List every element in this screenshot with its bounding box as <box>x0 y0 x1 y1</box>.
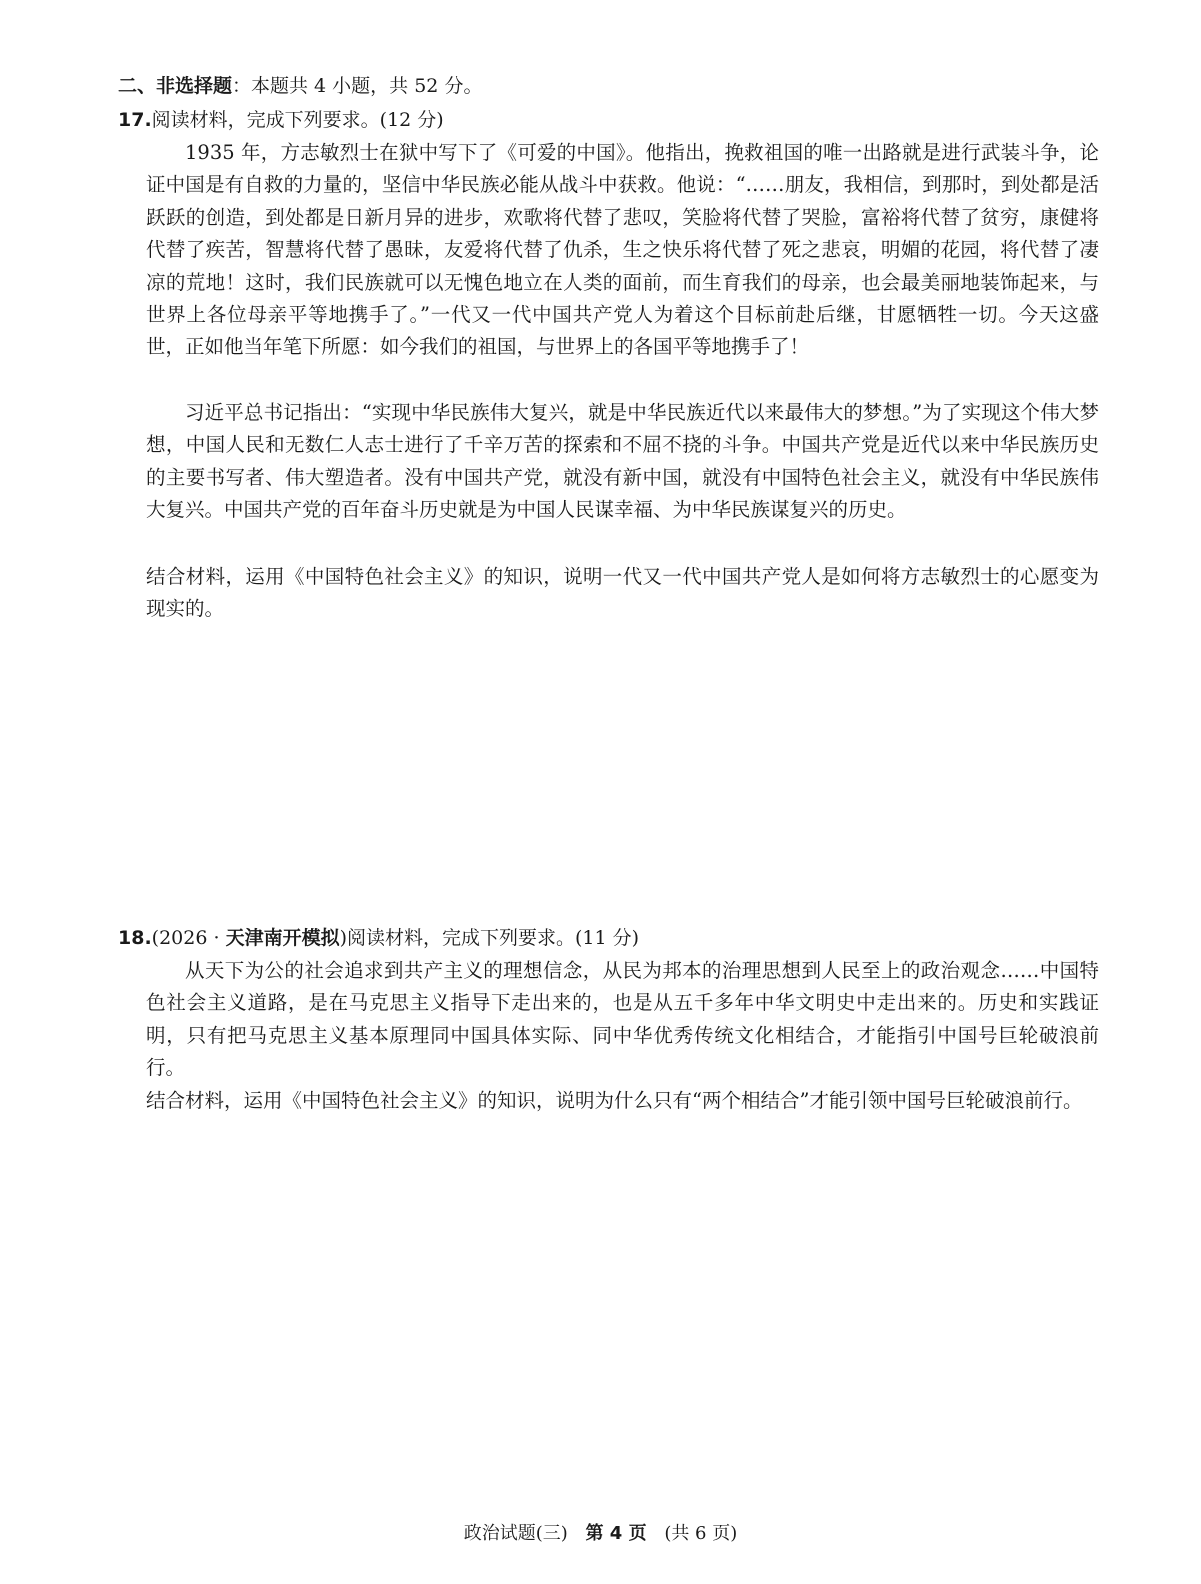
page-footer <box>0 1522 1201 1546</box>
question-18-task: 结合材料，运用《中国特色社会主义》的知识，说明为什么只有“两个相结合”才能引领中国号巨轮破浪前行。 <box>146 1089 1083 1112</box>
question-17-title <box>118 106 444 134</box>
section-label: 二、非选择题 <box>118 75 233 97</box>
footer-total-pages: (共 6 页) <box>664 1523 738 1544</box>
question-17-instruction: 阅读材料，完成下列要求。(12 分) <box>151 109 444 131</box>
question-18-source-open: (2026 · <box>151 927 226 949</box>
footer-subject: 政治试题(三) <box>463 1523 568 1544</box>
question-17-material-1: 1935 年，方志敏烈士在狱中写下了《可爱的中国》。他指出，挽救祖国的唯一出路就是进行武装斗争，论证中国是有自救的力量的，坚信中华民族必能从战斗中获救。他说：“……朋友，我相信，到那时，到处都是活跃跃的创造，到处都是日新月异的进步，欢歌将代替了悲叹，笑脸将代替了哭脸，富裕将代替了贫穷，康健将代替了疾苦，智慧将代替了愚昧，友爱将代替了仇杀，生之快乐将代替了死之悲哀，明媚的花园，将代替了凄凉的荒地！这时，我们民族就可以无愧色地立在人类的面前，而生育我们的母亲，也会最美丽地装饰起来，与世界上各位母亲平等地携手了。”一代又一代中国共产党人为着这个目标前赴后继，甘愿牺牲一切。今天这盛世，正如他当年笔下所愿：如今我们的祖国，与世界上的各国平等地携手了！ <box>146 141 1099 359</box>
question-17-number: 17. <box>118 109 152 131</box>
question-18-number: 18. <box>118 927 152 949</box>
question-18-source: 天津南开模拟 <box>225 927 340 949</box>
question-17-task: 结合材料，运用《中国特色社会主义》的知识，说明一代又一代中国共产党人是如何将方志敏烈士的心愿变为现实的。 <box>146 565 1099 621</box>
question-17-material-2: 习近平总书记指出：“实现中华民族伟大复兴，就是中华民族近代以来最伟大的梦想。”为了实现这个伟大梦想，中国人民和无数仁人志士进行了千辛万苦的探索和不屈不挠的斗争。中国共产党是近代以来中华民族历史的主要书写者、伟大塑造者。没有中国共产党，就没有新中国，就没有中国特色社会主义，就没有中华民族伟大复兴。中国共产党的百年奋斗历史就是为中国人民谋幸福、为中华民族谋复兴的历史。 <box>146 401 1099 522</box>
question-18-instruction: 阅读材料，完成下列要求。(11 分) <box>347 927 640 949</box>
question-18-title <box>118 924 639 952</box>
question-18-source-close: ) <box>339 927 347 949</box>
section-header <box>118 72 482 100</box>
section-desc: ：本题共 4 小题，共 52 分。 <box>232 75 483 97</box>
footer-page-number: 第 4 页 <box>585 1523 647 1544</box>
question-18-material: 从天下为公的社会追求到共产主义的理想信念，从民为邦本的治理思想到人民至上的政治观念……中国特色社会主义道路，是在马克思主义指导下走出来的，也是从五千多年中华文明史中走出来的。历史和实践证明，只有把马克思主义基本原理同中国具体实际、同中华优秀传统文化相结合，才能指引中国号巨轮破浪前行。 <box>146 959 1099 1080</box>
